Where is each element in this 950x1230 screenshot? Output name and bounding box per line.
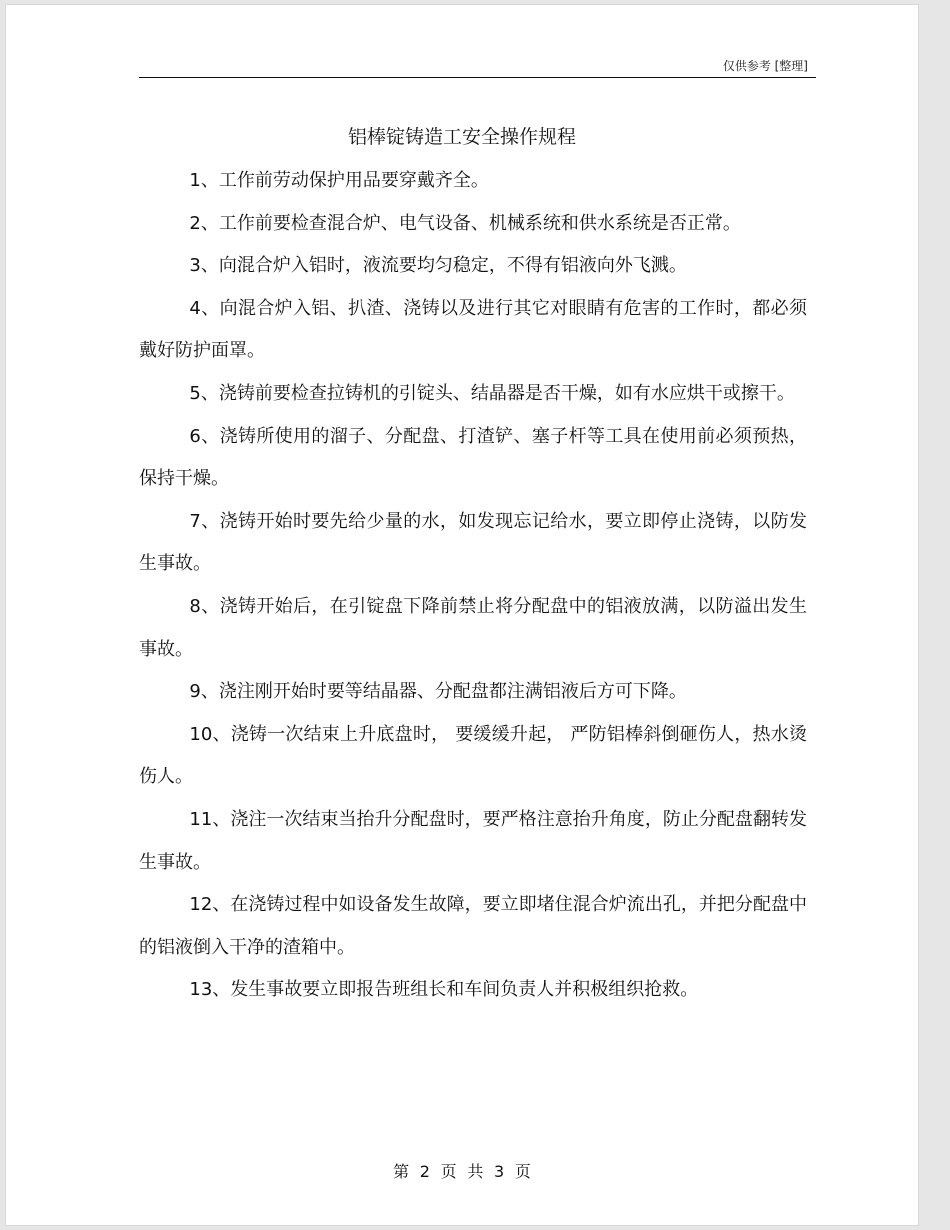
rule-paragraph: 7、浇铸开始时要先给少量的水，如发现忘记给水，要立即停止浇铸，以防发生事故。 <box>139 510 807 575</box>
rule-paragraph: 10、浇铸一次结束上升底盘时， 要缓缓升起， 严防铝棒斜倒砸伤人，热水烫伤人。 <box>139 723 807 788</box>
rule-paragraph: 8、浇铸开始后，在引锭盘下降前禁止将分配盘中的铝液放满，以防溢出发生事故。 <box>139 595 807 660</box>
rule-paragraph: 6、浇铸所使用的溜子、分配盘、打渣铲、塞子杆等工具在使用前必须预热，保持干燥。 <box>139 425 807 490</box>
rule-paragraph: 2、工作前要检查混合炉、电气设备、机械系统和供水系统是否正常。 <box>189 212 741 234</box>
rule-paragraph: 11、浇注一次结束当抬升分配盘时，要严格注意抬升角度，防止分配盘翻转发生事故。 <box>139 808 807 873</box>
rule-paragraph: 3、向混合炉入铝时，液流要均匀稳定，不得有铝液向外飞溅。 <box>189 255 687 277</box>
page-header-text: 仅供参考 [整理] <box>722 59 808 73</box>
document-title: 铝棒锭铸造工安全操作规程 <box>347 126 576 148</box>
header-divider <box>139 77 816 78</box>
rule-paragraph: 9、浇注刚开始时要等结晶器、分配盘都注满铝液后方可下降。 <box>189 681 687 703</box>
rule-paragraph: 12、在浇铸过程中如设备发生故障，要立即堵住混合炉流出孔，并把分配盘中的铝液倒入干净的渣箱中。 <box>139 894 807 958</box>
page-number: 第 2 页 共 3 页 <box>393 1162 531 1181</box>
rule-paragraph: 13、发生事故要立即报告班组长和车间负责人并积极组织抢救。 <box>189 979 699 1001</box>
document-page <box>5 4 919 1226</box>
document-body <box>139 160 807 1012</box>
rule-paragraph: 5、浇铸前要检查拉铸机的引锭头、结晶器是否干燥，如有水应烘干或擦干。 <box>189 382 795 404</box>
rule-paragraph: 4、向混合炉入铝、扒渣、浇铸以及进行其它对眼睛有危害的工作时，都必须戴好防护面罩。 <box>139 297 807 362</box>
rule-paragraph: 1、工作前劳动保护用品要穿戴齐全。 <box>189 170 489 191</box>
